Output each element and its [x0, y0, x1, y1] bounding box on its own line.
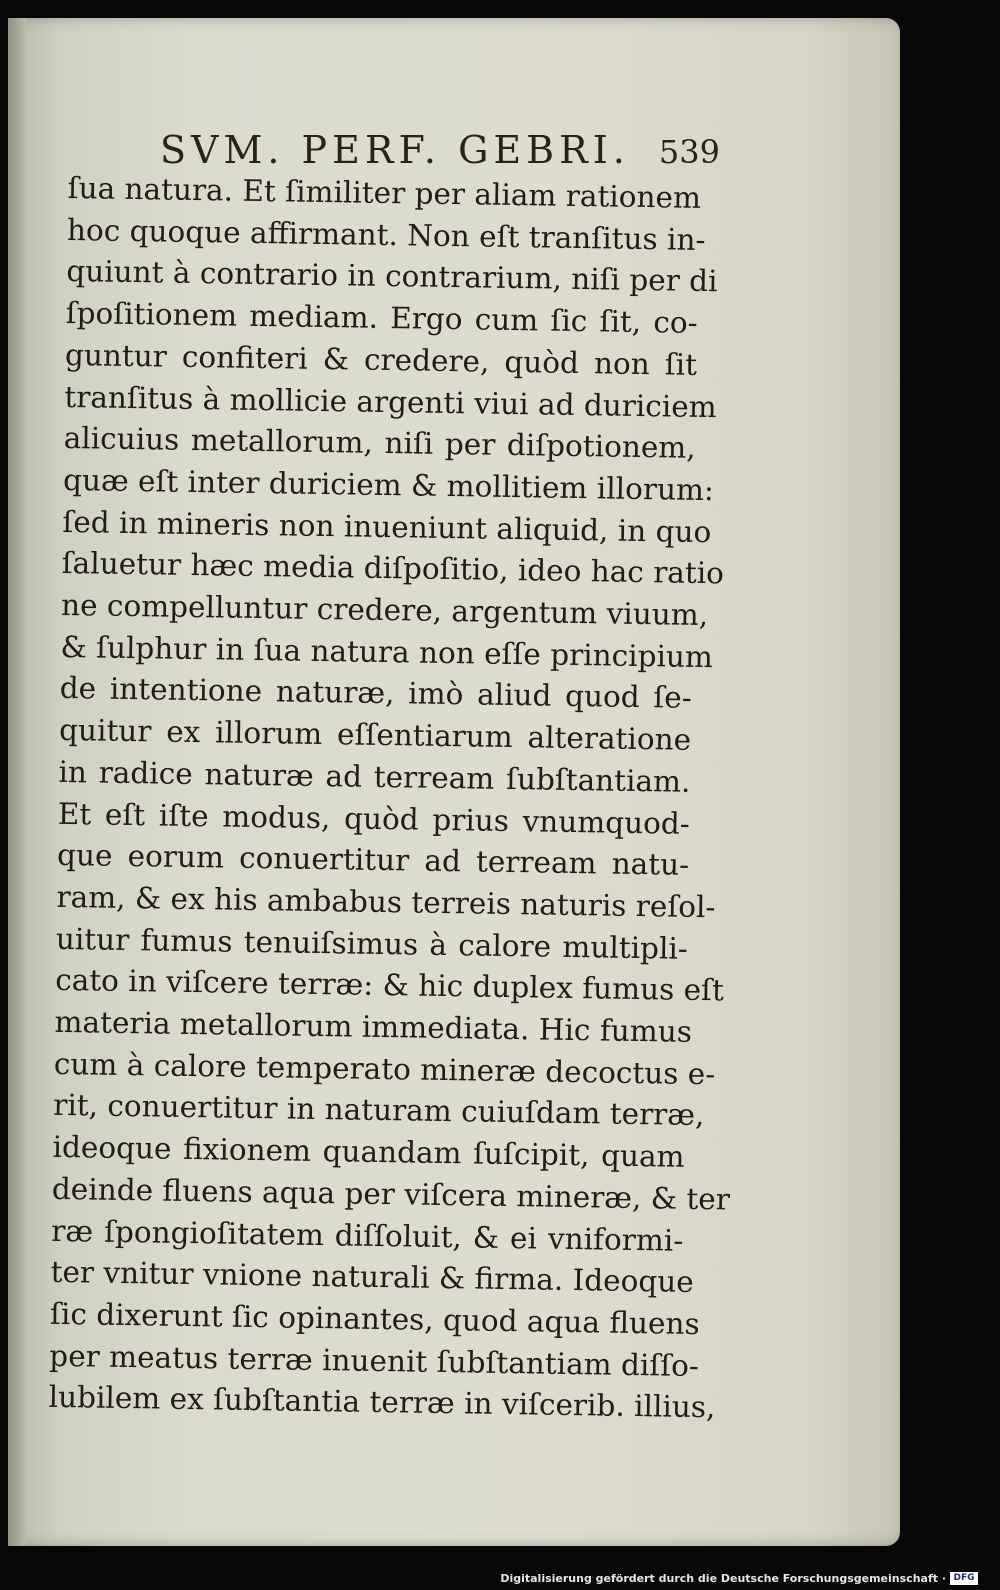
text-line: ſaluetur hæc media diſpoſitio, ideo hac ratio: [61, 546, 725, 591]
text-line: ſed in mineris non inueniunt aliquid, in quo: [62, 504, 712, 549]
text-line: de intentione naturæ, imò aliud quod ſe-: [59, 671, 693, 716]
text-line: lubilem ex ſubſtantia terræ in viſcerib. illius,: [48, 1380, 716, 1425]
digitization-credit: Digitalisierung gefördert durch die Deutsche Forschungsgemeinschaft ·: [500, 1572, 946, 1585]
text-line: in radice naturæ ad terream ſubſtantiam.: [58, 754, 691, 799]
text-line: materia metallorum immediata. Hic fumus: [54, 1004, 693, 1049]
text-line: ſpoſitionem mediam. Ergo cum ſic ſit, co-: [65, 296, 698, 341]
text-line: ram, & ex his ambabus terreis naturis reſol-: [56, 879, 716, 925]
text-line: uitur fumus tenuiſsimus à calore multipli-: [55, 921, 689, 966]
text-line: ſic dixerunt ſic opinantes, quod aqua fluens: [49, 1296, 700, 1342]
text-line: ideoque fixionem quandam ſuſcipit, quam: [52, 1130, 685, 1174]
text-line: ter vnitur vnione naturali & firma. Ideoque: [50, 1255, 694, 1300]
text-line: quiunt à contrario in contrarium, niſi per di: [66, 254, 718, 299]
text-line: cum à calore temperato mineræ decoctus e-: [53, 1046, 716, 1092]
text-line: quitur ex illorum eſſentiarum alteratione: [58, 713, 692, 757]
text-line: guntur confiteri & credere, quòd non ſit: [64, 337, 698, 382]
text-line: & ſulphur in ſua natura non eſſe principium: [60, 629, 714, 674]
text-line: ræ ſpongioſitatem diſſoluit, & ei vniformi-: [51, 1213, 684, 1258]
text-line: hoc quoque affirmant. Non eſt tranſitus in-: [66, 212, 706, 257]
text-line: ne compelluntur credere, argentum viuum,: [60, 587, 709, 633]
dfg-logo: DFG: [950, 1572, 978, 1585]
body-text: [48, 168, 731, 1429]
text-line: quæ eſt inter duriciem & mollitiem illorum:: [62, 462, 715, 508]
running-title: SVM. PERF. GEBRI.: [160, 128, 630, 172]
text-line: Et eſt iſte modus, quòd prius vnumquod-: [57, 796, 691, 841]
text-line: deinde fluens aqua per viſcera mineræ, & ter: [51, 1171, 731, 1217]
page-gutter-edge: [8, 18, 26, 1546]
text-line: per meatus terræ inuenit ſubſtantiam diſſo-: [49, 1338, 700, 1383]
text-line: ſua natura. Et ſimiliter per aliam rationem: [67, 170, 702, 215]
text-line: tranſitus à mollicie argenti viui ad duriciem: [64, 379, 717, 424]
text-line: rit, conuertitur in naturam cuiuſdam terræ,: [53, 1088, 705, 1133]
text-line: cato in viſcere terræ: & hic duplex fumus eſt: [54, 963, 725, 1008]
text-line: que eorum conuertitur ad terream natu-: [56, 838, 690, 883]
text-line: alicuius metallorum, niſi per diſpotionem,: [63, 421, 696, 466]
running-head: [160, 128, 720, 172]
page-number: 539: [658, 133, 720, 171]
